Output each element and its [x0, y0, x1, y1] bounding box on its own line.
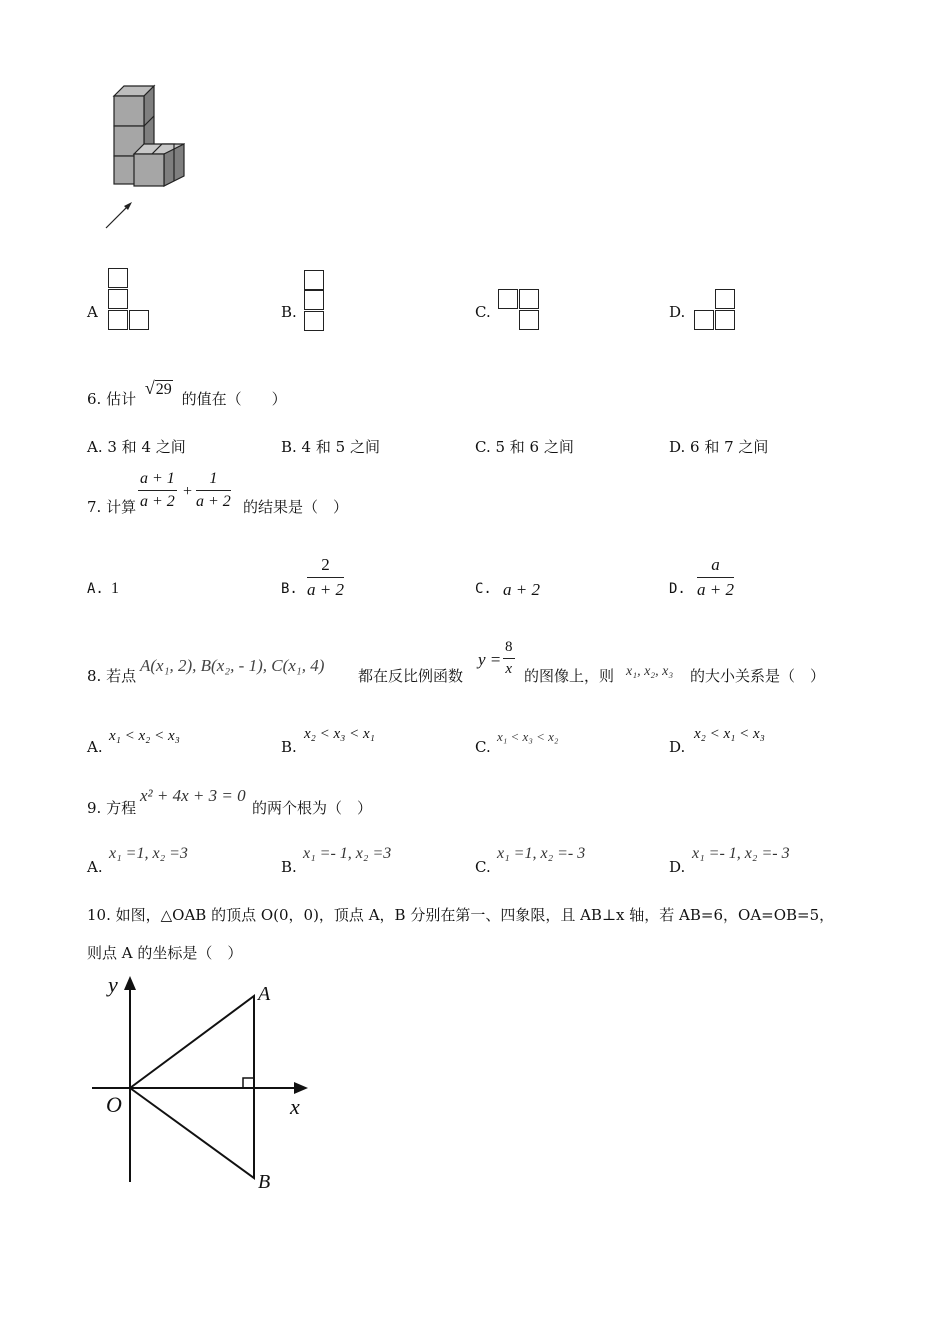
right-angle-mark [243, 1078, 254, 1088]
q9-option-b-expr: x₁ =- 1, x₂ =3 [303, 845, 392, 862]
q8-option-b-expr: x₂ < x₃ < x₁ [304, 726, 375, 742]
q8-option-a-label: A. [87, 738, 103, 756]
q6-pre: 估计 [106, 390, 137, 408]
q9-option-c-label: C. [475, 858, 491, 876]
q7-option-d-fraction [697, 555, 734, 600]
q6-option-b: B. 4 和 5 之间 [281, 438, 380, 456]
q5-option-c-label: C. [475, 303, 491, 321]
q7-option-a-label: A. [87, 581, 104, 597]
q8-func-num: 8 [503, 639, 515, 659]
fig-label-a: A [258, 983, 271, 1005]
q8-option-c-label: C. [475, 738, 491, 756]
q8-points: A(x₁, 2), B(x₂, - 1), C(x₁, 4) [140, 656, 325, 675]
q9-stem-lead [87, 797, 136, 818]
q8-pre: 若点 [106, 667, 137, 685]
q7-fraction-1 [138, 470, 177, 511]
cube-front [134, 144, 184, 186]
q9-option-d-label: D. [669, 858, 686, 876]
q7-frac1-den: a + 2 [140, 493, 175, 510]
q9-option-b-label: B. [281, 858, 297, 876]
q7-option-c-value: a + 2 [503, 580, 540, 599]
q6-sqrt: √29 [144, 378, 172, 398]
q7-optD-den: a + 2 [697, 580, 734, 599]
q7-option-a-value: 1 [111, 580, 119, 597]
q9-option-a-expr: x₁ =1, x₂ =3 [109, 845, 188, 862]
q7-plus: + [183, 483, 193, 500]
q8-stem-lead [87, 665, 136, 686]
fig-label-b: B [258, 1171, 271, 1192]
triangle-oab-figure [86, 970, 326, 1192]
q6-post: 的值在（ ） [181, 390, 287, 408]
fig-label-y: y [108, 972, 118, 997]
q9-number: 9. [87, 799, 102, 817]
q7-number: 7. [87, 498, 102, 516]
q7-pre: 计算 [106, 498, 137, 516]
q7-optB-num: 2 [307, 555, 344, 578]
q8-func-den: x [505, 661, 513, 677]
q7-frac2-num: 1 [196, 470, 231, 491]
q6-stem [87, 378, 287, 409]
q8-post1: 的图像上，则 [524, 667, 615, 685]
q9-option-c-expr: x₁ =1, x₂ =- 3 [497, 845, 586, 862]
q6-option-c: C. 5 和 6 之间 [475, 438, 574, 456]
q8-mid: 都在反比例函数 [358, 667, 464, 685]
q8-option-d-expr: x₂ < x₁ < x₃ [694, 726, 765, 742]
y-axis-arrow-icon [124, 976, 136, 990]
view-arrow-icon [106, 202, 132, 228]
q7-frac1-num: a + 1 [138, 470, 177, 491]
q10-line-2: 则点 A 的坐标是（ ） [87, 944, 243, 962]
q7-option-c-label: C. [475, 581, 492, 597]
x-axis-arrow-icon [294, 1082, 308, 1094]
q9-equation: x² + 4x + 3 = 0 [140, 786, 246, 805]
q8-vars: x₁, x₂, x₃ [626, 664, 674, 679]
q7-optD-num: a [697, 555, 734, 578]
q10-line-1: 10. 如图，△OAB 的顶点 O(0，0)，顶点 A，B 分别在第一、四象限，且 AB⊥x 轴，若 AB=6，OA=OB=5， [87, 906, 835, 924]
q8-number: 8. [87, 667, 102, 685]
fig-label-o: O [106, 1092, 122, 1117]
q7-frac2-den: a + 2 [196, 493, 231, 510]
q6-option-a: A. 3 和 4 之间 [87, 438, 186, 456]
q6-option-d: D. 6 和 7 之间 [669, 438, 769, 456]
q7-optB-den: a + 2 [307, 580, 344, 599]
fig-label-x: x [290, 1094, 300, 1119]
q5-option-a-label: A [87, 303, 98, 321]
q9-option-a-label: A. [87, 858, 103, 876]
q9-pre: 方程 [106, 799, 137, 817]
q6-radicand: 29 [155, 381, 172, 398]
q7-post: 的结果是（ ） [243, 498, 349, 516]
q8-option-d-label: D. [669, 738, 686, 756]
q7-stem-lead [87, 496, 136, 517]
q7-fraction-2 [196, 470, 231, 511]
q7-option-d-label: D. [669, 581, 686, 597]
q5-option-b-label: B. [281, 303, 297, 321]
q8-post2: 的大小关系是（ ） [690, 667, 826, 685]
q6-number: 6. [87, 390, 102, 408]
q7-option-b-label: B. [281, 581, 298, 597]
q5-option-d-label: D. [669, 303, 686, 321]
q8-option-c-expr: x₁ < x₃ < x₂ [497, 729, 559, 744]
q8-option-b-label: B. [281, 738, 297, 756]
q8-func-lhs: y = [478, 650, 502, 669]
q7-option-b-fraction [307, 555, 344, 600]
cube-stack-figure [100, 82, 200, 234]
q9-option-d-expr: x₁ =- 1, x₂ =- 3 [692, 845, 790, 862]
q9-post: 的两个根为（ ） [252, 799, 373, 817]
q8-func-fraction [503, 639, 515, 678]
q8-option-a-expr: x₁ < x₂ < x₃ [109, 728, 180, 744]
